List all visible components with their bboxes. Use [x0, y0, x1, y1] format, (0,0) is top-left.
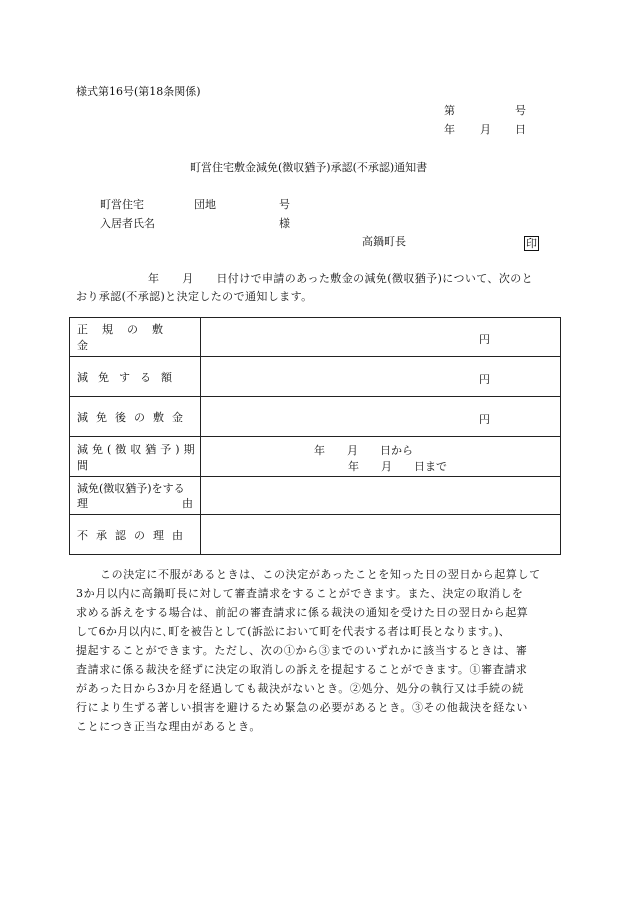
row-label-reason: [70, 477, 201, 515]
row-label-reduction-amount: 減免する額: [70, 357, 201, 397]
intro-line-2: おり承認(不承認)と決定したので通知します。: [76, 290, 313, 303]
housing-label: 町営住宅: [100, 198, 144, 211]
seal-label: 印: [526, 237, 537, 250]
notice-line-5: 提起することができます。ただし、次の①から③までのいずれかに該当するときは、審: [76, 644, 528, 657]
danchi-label: 団地: [194, 198, 216, 211]
reason-label-yu: 由: [182, 497, 193, 510]
seal-mark: [524, 234, 539, 251]
row-label-after-reduction: 減免後の敷金: [70, 397, 201, 437]
deposit-table: [69, 317, 561, 555]
date-year-label: 年: [444, 123, 455, 136]
notice-line-1: この決定に不服があるときは、この決定があったことを知った日の翌日から起算して: [100, 568, 541, 581]
table-row: [70, 318, 561, 357]
period-end: 年 月 日まで: [348, 459, 447, 473]
reason-label-ri: 理: [77, 497, 88, 510]
row-value-reduction-amount: [201, 357, 561, 397]
notice-line-6: 査請求に係る裁決を経ずに決定の取消しの訴えを提起することができます。①審査請求: [76, 663, 528, 676]
table-row: [70, 437, 561, 477]
date-month-label: 月: [480, 123, 491, 136]
reason-label-line-1: 減免(徴収猶予)をする: [77, 482, 185, 495]
yen-unit: 円: [479, 372, 490, 386]
form-number: 様式第16号(第18条関係): [76, 85, 201, 98]
room-number-label: 号: [279, 198, 290, 211]
notice-line-4: して6か月以内に､町を被告として(訴訟において町を代表する者は町長となります。)、: [76, 625, 510, 638]
document-title: 町営住宅敷金減免(徴収猶予)承認(不承認)通知書: [190, 161, 428, 174]
document-number-suffix: 号: [515, 104, 526, 117]
table-row: [70, 477, 561, 515]
yen-unit: 円: [479, 333, 490, 346]
row-label-regular-deposit: 正規の敷金: [70, 318, 201, 357]
notice-line-8: 行により生ずる著しい損害を避けるため緊急の必要があるとき。③その他裁決を経ない: [76, 701, 528, 714]
resident-name-label: 入居者氏名: [100, 217, 155, 230]
intro-date-line: 年 月 日付けで申請のあった敷金の減免(徴収猶予)について、次のと: [148, 272, 534, 285]
notice-line-3: 求める訴えをする場合は、前記の審査請求に係る裁決の通知を受けた日の翌日から起算: [76, 606, 529, 619]
yen-unit: 円: [479, 412, 490, 426]
row-value-after-reduction: [201, 397, 561, 437]
row-value-period: [201, 437, 561, 477]
table-row: [70, 357, 561, 397]
notice-line-9: ことにつき正当な理由があるとき。: [76, 720, 261, 733]
row-value-regular-deposit: [201, 318, 561, 357]
honorific-label: 様: [279, 217, 290, 230]
table-row: [70, 515, 561, 555]
notice-line-7: があった日から3か月を経過しても裁決がないとき。②処分、処分の執行又は手続の続: [76, 682, 524, 695]
date-day-label: 日: [515, 123, 526, 136]
row-label-disapproval-reason: 不承認の理由: [70, 515, 201, 555]
table-row: [70, 397, 561, 437]
reason-label-line-2: [77, 496, 200, 510]
row-value-reason: [201, 477, 561, 515]
notice-line-2: 3か月以内に高鍋町長に対して審査請求をすることができます。また、決定の取消しを: [76, 587, 524, 600]
row-value-disapproval-reason: [201, 515, 561, 555]
period-start: 年 月 日から: [314, 443, 413, 457]
document-number-prefix: 第: [444, 104, 455, 117]
mayor-label: 高鍋町長: [362, 235, 406, 248]
row-label-period: 減免(徴収猶予)期間: [70, 437, 201, 477]
